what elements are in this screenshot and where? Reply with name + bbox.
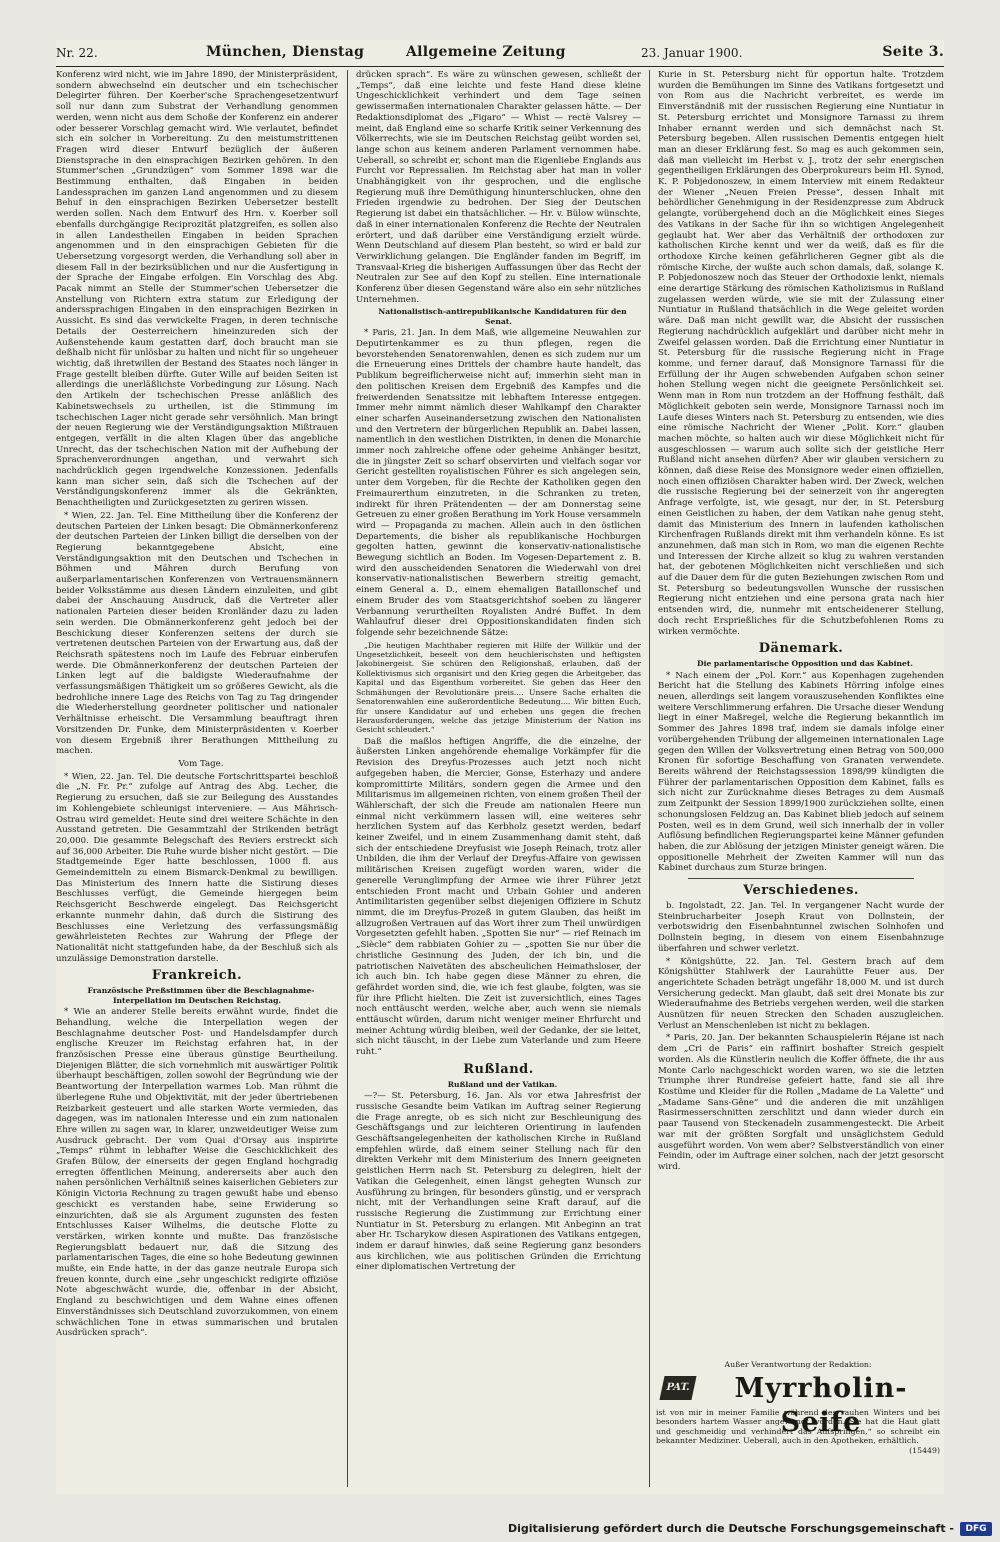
quote-election-appeal: „Die heutigen Machthaber regieren mit Hilfe der Willkür und der Ungesetzlichkeit, beseelt von dem heuchlerischsten und heftigsten Jakobinergeist. Sie schüren den Religionshaß, erlauben, daß der Kollektivismus sich organisirt und den Krieg gegen die Arbeitgeber, das Kapital und das Eigenthum vorbereitet. Sie geben das Heer den Schmähungen der Revolutionäre preis.... Unsere Sache erhalten die Senatorenwahlen eine außerordentliche Bedeutung.... Wir bitten Euch, für unsere Kandidatur auf und erheben uns gegen die frechen Herausforderungen, welche das jetzige Ministerium der Nation ins Gesicht schleudert.“ [356, 640, 641, 735]
page-number: Seite 3. [882, 44, 944, 60]
ad-body-text: ist von mir in meiner Familie während des rauhen Winters und bei besonders hartem Wasser angewandt worden. Sie hat die Haut glatt und geschmeidig und verhindert das Aufspringen,“ so schreibt ein bekannter Mediziner. Ueberall, auch in den Apotheken, erhältlich. [656, 1407, 940, 1446]
footer-bar [0, 1518, 1000, 1542]
article-petersburg-vatican: —?— St. Petersburg, 16. Jan. Als vor etwa Jahresfrist der russische Gesandte beim Vatikan im Auftrag seiner Regierung die Frage anregte, ob es sich nicht zur Beschleunigung des Geschäftsgangs und zur leichteren Orientirung in laufenden Geschäftsangelegenheiten der katholischen Kirche in Rußland empfehlen würde, daß einem seiner Stellung nach für den direkten Verkehr mit dem Ministerium des Innern geeigneten geistlichen Herrn nach St. Petersburg zu delegiren, hielt der Vatikan die Gelegenheit, einen längst gehegten Wunsch zur Ausführung zu bringen, für besonders günstig, und er versprach nicht, mit der Verhandlungen seine Kraft darauf, auf die russische Regierung die Zustimmung zur Errichtung einer Nuntiatur in St. Petersburg zu erlangen. Mit Anbeginn an trat aber Hr. Tscharykow diesen Aspirationen des Vatikans entgegen, indem er darauf hinwies, daß seine Regierung ganz besonders aus kirchlichen, wie aus politischen Gründen die Errichtung einer diplomatischen Vertretung der [356, 1091, 641, 1273]
section-title-frankreich: Frankreich. [151, 968, 243, 984]
advertisement [656, 1360, 940, 1456]
article-paris-rejane: * Paris, 20. Jan. Der bekannten Schauspielerin Réjane ist nach dem „Cri de Paris“ ein raffinirt boshafter Streich gespielt worden. Als die Künstlerin neulich die Koffer öffnete, die ihr aus Monte Carlo nachgeschickt worden waren, wo sie die letzten Triumphe ihrer Rundreise gefeiert hatte, fand sie all ihre Kostüme und Kleider für die Rollen „Madame de La Valette“ und „Madame Sans-Gêne“ und die anderen die mit unzähligen Rasirmesserschnitten zerschlitzt und dann wieder durch ein paar Tausend von Steckenadeln zusammengesteckt. Die Arbeit war mit der größten Sorgfalt und unsäglichstem Geduld ausgeführt worden. Von wem aber? Selbstverständlich von einer Feindin, oder im Auftrage einer solchen, nach der jetzt gesorscht wird. [658, 1033, 944, 1172]
column-rule-1 [347, 70, 348, 1487]
subtitle-daenemark: Die parlamentarische Opposition und das Kabinet. [696, 659, 914, 669]
article-french-press: * Wie an anderer Stelle bereits erwähnt wurde, findet die Behandlung, welche die Interpellation wegen der Beschlagnahme deutscher Post- und Handelsdampfer durch englische Kreuzer im Reichstag erfahren hat, in der französischen Presse eine überaus günstige Beurtheilung. Diejenigen Blätter, die sich vornehmlich mit auswärtiger Politik überhaupt beschäftigen, zollen sowohl der Begründung wie der Beantwortung der Interpellation warmes Lob. Man rühmt die überlegene Ruhe und Objektivität, mit der jeder übertriebenen Reizbarkeit gesteuert und alle starken Worte vermieden, das dagegen, was im nationalen Interesse und ein zum nationalen Ehre willen zu sagen war, in klarer, unzweideutiger Weise zum Ausdruck gebracht. Der vom Quai d'Orsay aus inspirirte „Temps“ rühmt in lebhafter Weise die Geschicklichkeit des Grafen Bülow, der einerseits der gegen England hochgradig erregten öffentlichen Meinung, andererseits aber auch den nahen persönlichen Verhältniß seines kaiserlichen Gebieters zur Königin Victoria Rechnung zu tragen gewußt habe und ebenso geschickt es verstanden habe, seine Erwiderung so einzurichten, daß sie als Argument zugunsten des festen Entschlusses Kaiser Wilhelms, die deutsche Flotte zu verstärken, wirken konnte und mußte. Das französische Regierungsblatt bedauert nur, daß die Sitzung des parlamentarischen Tages, die eine so hohe Bedeutung gewinnen mußte, ein Ende hatte, in der das ganze neutrale Europa sich freuen konnte, durch eine „sehr ungeschickt redigirte offiziöse Note abgeschwächt wurde, die, offenbar in der Absicht, England zu beschwichtigen und dem Wahne eines offenen Einverständnisses sich Deutschland zuvorzukommen, von einem schwächlichen Tone in etwas summarischen und brutalen Ausdrücken sprach“. [56, 1007, 338, 1339]
article-vienna-left-parties: * Wien, 22. Jan. Tel. Eine Mittheilung über die Konferenz der deutschen Parteien der Linken besagt: Die Obmännerkonferenz der deutschen Parteien der Linken billigt die derselben von der Regierung bekanntgegebene Absicht, eine Verständigungsaktion mit den Deutschen und Tschechen in Böhmen und Mähren durch Berufung von außerparlamentarischen Konferenzen von Vertrauensmännern beider Volksstämme aus diesen Ländern einzuleiten, und gibt dabei der Anschauung Ausdruck, daß die Vertreter aller nationalen Parteien dieser beiden Kronländer dazu zu laden sein werden. Die Obmännerkonferenz geht jedoch bei der Beschickung dieser Konferenzen seitens der durch sie vertretenen deutschen Parteien von der Erwartung aus, daß der Reichsrath spätestens noch im Laufe des Februar einberufen werde. Die Obmännerkonferenz der deutschen Parteien der Linken legt auf die baldigste Wiederaufnahme der verfassungsmäßigen Thätigkeit um so größeres Gewicht, als die bedrohliche innere Lage des Reichs von Tag zu Tag dringender die Wiederherstellung geordneter politischer und nationaler Verhältnisse erheischt. Die Versammlung beauftragt ihren Vorsitzenden Dr. Funke, dem Ministerpräsidenten v. Koerber von diesem Ergebniß ihrer Berathungen Mittheilung zu machen. [56, 510, 338, 757]
article-paris-senate: * Paris, 21. Jan. In dem Maß, wie allgemeine Neuwahlen zur Deputirtenkammer es zu thun pflegen, regen die bevorstehenden Senatorenwahlen, denen es sich zudem nur um die Erneuerung eines Drittels der chambre haute handelt, das Publikum begreiflicherweise nicht auf; immerhin sieht man in den politischen Kreisen dem Ergebniß des Kampfes und die freiwerdenden Senatssitze mit lebhaftem Interesse entgegen. Immer mehr nimmt nämlich dieser Wahlkampf den Charakter einer scharfen Auseinandersetzung zwischen den Nationalisten und den Vertretern der bürgerlichen Republik an. Dabei lassen, namentlich in den westlichen Distrikten, in denen die Monarchie immer noch zahlreiche offene oder geheime Anhänger besitzt, die in jüngster Zeit so scharf observirten und vielfach sogar vor Gericht gestellten royalistischen Führer es sich angelegen sein, unter dem Vorgeben, für die Rechte der Katholiken gegen den Freimaurerthum einzutreten, in die Schranken zu treten, indirekt für ihren Prätendenten — der am Donnerstag seine Getreuen zu einer großen Berathung im York House versammeln wird — Propaganda zu machen. Allein auch in den östlichen Departements, die bisher als republikanische Hochburgen gegolten hatten, gewinnt die konservativ-nationalistische Bewegung sichtlich an Boden. Im Vogesen-Departement z. B. wird den ausscheidenden Senatoren die Wiederwahl von drei konservativ-nationalistischen Bewerbern streitig gemacht, einem General a. D., einem ehemaligen Bataillonschef und einem Bruder des vom Staatsgerichtshof soeben zu längerer Verbannung verurtheilten Royalisten André Buffet. In dem Wahlaufruf dieser drei Oppositionskandidaten finden sich folgende sehr bezeichnende Sätze: [356, 328, 641, 638]
section-title-daenemark: Dänemark. [758, 641, 844, 657]
ad-brand-name: Myrrholin-Seife [734, 1372, 908, 1438]
ad-pat-badge: PAT. [659, 1376, 696, 1400]
funding-note: Digitalisierung gefördert durch die Deutsche Forschungsgemeinschaft - [507, 1522, 954, 1535]
ad-code: (15449) [909, 1445, 940, 1455]
section-title-verschiedenes: Verschiedenes. [743, 883, 859, 899]
place-and-day: München, Dienstag [206, 44, 365, 60]
subtitle-senat: Nationalistisch-antirepublikanische Kandidaturen für den Senat. [378, 307, 627, 326]
article-koenigshuette: * Königshütte, 22. Jan. Tel. Gestern brach auf dem Königshütter Stahlwerk der Laurahütte Feuer aus. Der angerichtete Schaden beträgt ungefähr 18,000 M. und ist durch Versicherung gedeckt. Man glaubt, daß seit drei Monate bis zur Wiederaufnahme des Betriebs vergehen werden, weil die starken Ausnützen für neuen Strecken den Schaden auszugleichen. Verlust an Menschenleben ist nicht zu beklagen. [658, 956, 944, 1031]
newspaper-page [56, 40, 944, 1494]
article-austria-conference: Konferenz wird nicht, wie im Jahre 1890, der Ministerpräsident, sondern abwechselnd ein deutscher und ein tschechischer Delegirter führen. Der Koerber'sche Sprachengesetzentwurf soll nur dann zum Substrat der Verhandlung genommen werden, wenn nicht aus dem Schoße der Konferenz ein anderer oder besserer Vorschlag gemacht wird. Wie verlautet, befindet sich ein solcher in Vorbereitung. Zu den meistumstrittenen Fragen wird dieser Entwurf bezüglich der äußeren Dienstsprache in den einsprachigen Bezirken gehören. In den Stummer'schen „Grundzügen“ vom Sommer 1898 war die Bestimmung enthalten, daß Eingaben in beiden Landessprachen im ganzen Land angenommen und zu diesem Behuf in den einsprachigen Bezirken Uebersetzer bestellt werden sollen. Nach dem Entwurf des Hrn. v. Koerber soll ebenfalls durchgängige Reciprozität platzgreifen, es sollen also in allen Landestheilen Eingaben in beiden Sprachen angenommen und in den einsprachigen Gebieten für die Uebersetzung vorgesorgt werden, die Verhandlung soll aber in diesem Fall in der bezirksüblichen und nur die Ausfertigung in der Sprache der Eingabe erfolgen. Ein Vorschlag des Abg. Pacak nimmt an Stelle der Stummer'schen Uebersetzer die Anstellung von Richtern extra statum zur Erledigung der anderssprachigen Eingaben in den einsprachigen Bezirken in Aussicht. Es sind das verwickelte Fragen, in deren technische Details der Oesterreichern hineinzureden sich der Außenstehende kaum gestatten darf, doch braucht man sie deßhalb nicht für unlösbar zu halten und nicht für so ungeheuer wichtig, daß ihretwillen der Bestand des Staates noch länger in Frage gestellt bleiben dürfte. Guter Wille auf beiden Seiten ist allerdings die unerläßlichste Vorbedingung zur Lösung. Nach den Artikeln der tschechischen Presse anläßlich des Kabinetswechsels zu urtheilen, ist die Stimmung im tschechischen Lager nicht gerade sehr versöhnlich. Man bringt der neuen Regierung wie der Verständigungsaktion Mißtrauen entgegen, verfällt in die alten Klagen über das angebliche Unrecht, das der tschechischen Nation mit der Aufhebung der Sprachenverordnungen angethan, und verwahrt sich nachdrücklich gegen irgendwelche Konzessionen. Jedenfalls kann man sicher sein, daß sich die Tschechen auf der Verständigungskonferenz immer als die Gekränkten, Benachtheiligten und Zurückgesetzten zu geriren wissen. [56, 70, 338, 509]
article-temps-figaro: drücken sprach“. Es wäre zu wünschen gewesen, schließt der „Temps“, daß eine leichte und feste Hand diese kleine Ungeschicklichkeit verhindert und dem Tage seinen gewissermaßen internationalen Charakter gelassen hätte. — Der Redaktionsdiplomat des „Figaro“ — Whist — rectè Valsrey — meint, daß England eine so scharfe Kritik seiner Verkennung des Völkerrechts, wie sie im Deutschen Reichstag geübt worden sei, lange schon aus keinem anderen Parlament vernommen habe. Ueberall, so schreibt er, schont man die Eigenliebe Englands aus Furcht vor Repressalien. Im Reichstag aber hat man in voller Unabhängigkeit von ihr gesprochen, und die englische Regierung muß ihre Demüthigung hinunterschlucken, ohne den Frieden irgendwie zu bedrohen. Der Sieg der Deutschen Regierung ist dabei ein thatsächlicher. — Hr. v. Bülow wünschte, daß in einer internationalen Konferenz die Rechte der Neutralen erörtert, und daß darüber eine Verständigung erzielt würde. Wenn Deutschland auf diesem Plan besteht, so wird er bald zur Verwirklichung gelangen. Die Engländer fanden im Begriff, im Transvaal-Krieg die bisherigen Auffassungen über das Recht der Neutralen zur See auf den Kopf zu stellen. Eine internationale Konferenz über diesen Gegenstand wäre also ein sehr nützliches Unternehmen. [356, 70, 641, 305]
article-curia-petersburg: Kurie in St. Petersburg nicht für opportun halte. Trotzdem wurden die Bemühungen im Sinne des Vatikans fortgesetzt und von Rom aus die Nachricht verbreitet, es werde im Einverständniß mit der russischen Regierung eine Nuntiatur in St. Petersburg errichtet und Monsignore Tarnassi zu ihrem Inhaber ernannt werden und sich demnächst nach St. Petersburg begeben. Allen russischen Dementis entgegen hielt man an dieser Erklärung fest. So mag es auch gekommen sein, daß man vielleicht im Herbst v. J., trotz der sehr energischen gegentheiligen Erklärungen des Oberprokureurs beim Hl. Synod, K. P. Pobjedonoszew, in einem Interview mit einem Redakteur der Wiener „Neuen Freien Presse“, dessen Inhalt mit behördlicher Genehmigung in der Residenzpresse zum Abdruck gelangte, vorübergehend doch an die Möglichkeit eines Sieges des Vatikans in der Sache für ihn so wichtigen Angelegenheit geglaubt hat. Wer aber das Verhältniß der orthodoxen zur katholischen Kirche kennt und wer da weiß, daß es für die orthodoxe Kirche keinen gefährlicheren Gegner gibt als die römische Kirche, der wußte auch schon damals, daß, solange K. P. Pobjedonoszew noch das Steuer der Orthodoxie lenkt, niemals eine derartige Stärkung des römischen Katholizismus in Rußland zugelassen werden würde, wie sie mit der Zulassung einer Nuntiatur in Rußland thatsächlich in die Wege geleitet worden wäre. Daß man nicht gewillt war, die Absicht der russischen Regierung nachdrücklich aufgeklärt und darüber nicht mehr in Zweifel gelassen worden. Daß die Errichtung einer Nuntiatur in St. Petersburg für die russische Regierung nicht in Frage komme, und ferner darauf, daß Monsignore Tarnassi für die Erfüllung der ihr Augen schwebenden Aufgaben schon seiner hohen Stellung wegen nicht die geeignete Persönlichkeit sei. Wenn man in Rom nun trotzdem an der Hoffnung festhält, daß Möglichkeit geboten sein werde, Monsignore Tarnassi noch im Laufe dieses Winters nach St. Petersburg zu entsenden, wie dies eine römische Nachricht der Wiener „Polit. Korr.“ glauben machen möchte, so halten auch wir diese Möglichkeit nicht für ausgeschlossen — warum auch sollte sich der geistliche Herr Rußland nicht ansehen dürfen? Aber wir glauben versichern zu können, daß diese Reise des Monsignore weder einen offiziellen, noch einen offiziösen Charakter haben wird. Der Zweck, welchen die russische Regierung bei der seinerzeit von ihr angeregten Anfrage verfolgte, ist, wie gesagt, nur der, in St. Petersburg einen Geistlichen zu haben, der dem Vatikan nahe genug steht, damit das Ministerium des Innern in laufenden katholischen Kirchenfragen Rußlands direkt mit ihm verhandeln könne. Es ist anzunehmen, daß man sich in Rom, wo man die eigenen Rechte und Interessen der Kirche allzeit so klug zu wahren verstanden hat, der gebotenen Möglichkeiten nicht verschließen und sich auf die Dauer dem für die guten Beziehungen zwischen Rom und St. Petersburg so bedeutungsvollen Wunsche der russischen Regierung nicht entziehen und eine persona grata nach hier entsenden wird, die, nunmehr mit entscheidenerer Stellung, doch recht Ersprießliches für die Schutzbefohlenen Roms zu wirken vermöchte. [658, 70, 944, 637]
article-vienna-fortschritt: * Wien, 22. Jan. Tel. Die deutsche Fortschrittspartei beschloß die „N. Fr. Pr.“ zufolge auf Antrag des Abg. Lecher, die Regierung zu ersuchen, daß sie zur Beilegung des Ausstandes im Kohlengebiete schleunigst interveniere. — Aus Mährisch-Ostrau wird gemeldet: Heute sind drei weitere Schächte in den Ausstand getreten. Die Gesammtzahl der Strikenden beträgt 20,000. Die gesammte Belegschaft des Reviers erstreckt sich auf 36,000 Arbeiter. Die Ruhe wurde bisher nicht gestört. — Die Stadtgemeinde Eger hatte beschlossen, 1000 fl. aus Gemeindemitteln zu einem Bismarck-Denkmal zu bewilligen. Das Ministerium des Innern hatte die Sistirung dieses Beschlusses verfügt, die Gemeinde hiergegen beim Reichsgericht Beschwerde eingelegt. Das Reichsgericht erkannte nunmehr dahin, daß durch die Sistirung des Beschlusses eine Verletzung des verfassungsmäßig gewährleisteten Rechtes zur Wahrung der Pflege der Nationalität nicht stattgefunden habe, da der Beschluß sich als unzulässige Demonstration darstelle. [56, 771, 338, 964]
subtitle-frankreich: Französische Preßstimmen über die Beschlagnahme-Interpellation im Deutschen Reichstag. [87, 986, 315, 1005]
issue-number: Nr. 22. [56, 46, 98, 60]
newspaper-title: Allgemeine Zeitung [406, 44, 566, 60]
article-ingolstadt: b. Ingolstadt, 22. Jan. Tel. In vergangener Nacht wurde der Steinbrucharbeiter Joseph Kraut von Dollnstein, der verbotswidrig den Eisenbahntunnel zwischen Solnhofen und Dollnstein beging, in diesem von einem Eisenbahnzuge überfahren und schwer verletzt. [658, 901, 944, 954]
page-header [56, 40, 944, 67]
column-2 [356, 70, 641, 1487]
dfg-logo: DFG [960, 1522, 992, 1536]
ad-disclaimer: Außer Verantwortung der Redaktion: [724, 1360, 872, 1369]
section-divider [688, 878, 914, 879]
article-dreyfus: Daß die maßlos heftigen Angriffe, die die einzelne, der äußersten Linken angehörende ehemalige Vorkämpfer für die Revision des Dreyfus-Prozesses auch jetzt noch nicht aufgegeben haben, die Mercier, Gonse, Esterhazy und andere kompromittirte Militärs, sondern gegen die Armee und den Militarismus im allgemeinen richten, von einem großen Theil der Wählerschaft, der sich die Freude am nationalen Heere nun einmal nicht verkümmern lassen will, eine weiteres sehr herzlichen System auf das Kerbholz gesetzt werden, bedarf keiner Zweifel, und in einem Zusammenhang damit steht, daß sich der entschiedene Dreyfusist wie Joseph Reinach, trotz aller Unbilden, die ihm der Verlauf der Dreyfus-Affaire von gewissen militärischen Kreisen zugefügt worden waren, wider die generelle Verunglimpfung der Armee wie ihrer Führer jetzt entschieden Front macht und Urbain Gohier und anderen Antimilitaristen gegenüber selbst diejenigen Offiziere in Schutz nimmt, die im Dreyfus-Prozeß in gutem Glauben, das heißt im allzugroßen Vertrauen auf das Wort ihrer zum Theil unwürdigen Vorgesetzten gefehlt haben. „Spotten Sie nur“ — rief Reinach im „Siècle“ dem rabbiaten Gohier zu — „spotten Sie nur über die christliche Gesinnung des Juden, der ich bin, und die patriotischen Naivetäten des abscheulichen Heimathsloser, der ich auch bin. Ich habe gegen diese Männer zu ehren, die gefährdet worden sind, die, wie ich fest glaube, folgten, was sie für ihre Pflicht hielten. Die Zeit ist zuversichtlich, eines Tages noch enttäuscht werden, welche aber, auch wenn sie niemals enttäuscht würden, darum nicht weniger meiner Ehrfurcht und meiner Achtung würdig bleiben, weil der Gedanke, der sie leitet, sich nicht täuscht, in der Liebe zum Vaterlande und zum Heere ruht.“ [356, 736, 641, 1058]
column-3 [658, 70, 944, 1358]
issue-date: 23. Januar 1900. [641, 46, 743, 60]
column-rule-2 [649, 70, 650, 1487]
article-copenhagen-cabinet: * Nach einem der „Pol. Korr.“ aus Kopenhagen zugehenden Bericht hat die Stellung des Kabinets Hörring infolge eines neuen, allerdings seit langem vorauszusehenden Konfliktes eine weitere Verschlimmerung erfahren. Die Ursache dieser Wendung liegt in einer Maßregel, welche die Regierung bekanntlich im Sommer des Jahres 1898 traf, indem sie damals infolge einer vorübergehenden Trübung der allgemeinen internationalen Lage gegen den Willen der Volksvertretung einen Betrag von 500,000 Kronen für sofortige Beschaffung von Granaten verwendete. Bereits während der Reichstagssession 1898/99 kündigten die Führer der parlamentarischen Opposition dem Kabinet, falls es sich nicht zur Zurücknahme dieses Betrages zu dem Ausmaß zum Zeitpunkt der Session 1899/1900 zurückziehen sollte, einen schonungslosen Feldzug an. Das Kabinet blieb jedoch auf seinem Posten, weil es in dem Grund, weil sich innerhalb der in voller Auflösung befindlichen Regierungspartei keine Männer gefunden haben, die zur Ablösung der jetzigen Minister geneigt wären. Die oppositionelle Mehrheit der Zweiten Kammer will nun das Kabinet durchaus zum Sturze bringen. [658, 670, 944, 874]
section-title-russland: Rußland. [463, 1061, 534, 1077]
subtitle-russland: Rußland und der Vatikan. [447, 1079, 558, 1089]
column-1 [56, 70, 338, 1487]
section-vom-tage: Vom Tage. [178, 759, 224, 769]
